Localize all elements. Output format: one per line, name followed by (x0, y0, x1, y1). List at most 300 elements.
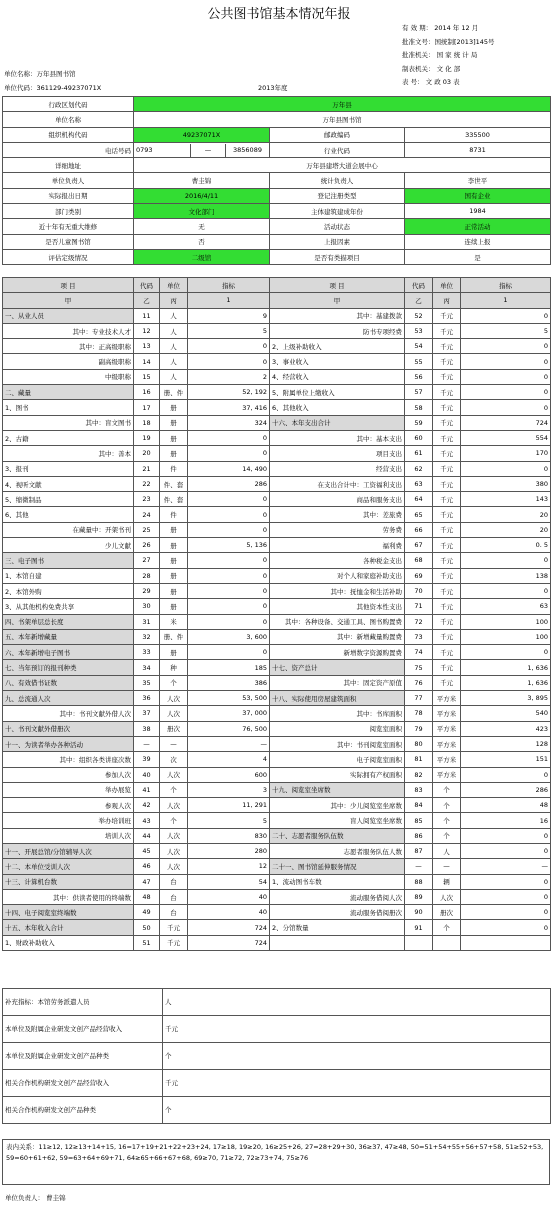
info-label: 上报因素 (270, 234, 405, 249)
item-name: 其中：书刊文献外借人次 (3, 706, 134, 721)
item-name: 在藏量中：开架书刊 (3, 522, 134, 537)
item-name: 二十一、图书馆延伸服务情况 (270, 859, 405, 874)
item-unit: 千元 (433, 385, 461, 400)
item-value: 0 (461, 767, 551, 782)
supplement-unit: 千元 (163, 1016, 551, 1043)
info-label: 单位名称 (3, 112, 134, 127)
item-name: 十、书刊文献外借册次 (3, 721, 134, 736)
item-value: 20 (461, 507, 551, 522)
item-code: 31 (134, 614, 160, 629)
item-code: 72 (405, 614, 433, 629)
item-code: 55 (405, 354, 433, 369)
item-unit: 册 (160, 553, 188, 568)
item-code: 67 (405, 538, 433, 553)
item-value: 0 (188, 599, 270, 614)
info-label: 是否有类描项目 (270, 249, 405, 264)
item-value: 16 (461, 813, 551, 828)
item-name: 一、从业人员 (3, 308, 134, 323)
item-value: 63 (461, 599, 551, 614)
item-value: 0 (461, 889, 551, 904)
table-row (3, 568, 551, 583)
item-value: 0 (188, 507, 270, 522)
item-code: 32 (134, 629, 160, 644)
column-header: 指标 (461, 278, 551, 293)
item-name: 2、本馆外购 (3, 583, 134, 598)
form-meta-line: 批准机关： 国 家 统 计 局 (402, 51, 478, 59)
item-name: 副高级职称 (3, 354, 134, 369)
supplement-row (3, 1016, 551, 1043)
form-meta-line: 有 效 期： 2014 年 12 月 (402, 24, 479, 32)
item-name: 5、缩微制品 (3, 492, 134, 507)
item-value: 0 (461, 553, 551, 568)
column-header: 甲 (3, 293, 134, 308)
item-name: 1、本馆自建 (3, 568, 134, 583)
item-unit: 千元 (433, 476, 461, 491)
item-unit: 辆 (433, 874, 461, 889)
item-code: 77 (405, 691, 433, 706)
column-header: 丙 (160, 293, 188, 308)
item-code: 86 (405, 828, 433, 843)
statistics-table (2, 277, 551, 951)
item-unit: 千元 (433, 629, 461, 644)
supplement-label: 相关合作机构研发文创产品经营收入 (3, 1070, 163, 1097)
item-unit: 千元 (433, 522, 461, 537)
item-name: 3、事业收入 (270, 354, 405, 369)
info-row (3, 234, 551, 249)
supplement-row (3, 1043, 551, 1070)
item-code: 27 (134, 553, 160, 568)
item-value: 386 (188, 675, 270, 690)
item-code: 15 (134, 369, 160, 384)
item-value: 12 (188, 859, 270, 874)
item-name: 3、报刊 (3, 461, 134, 476)
item-unit: 册、件 (160, 385, 188, 400)
info-label: 详细地址 (3, 158, 134, 173)
item-unit: 平方米 (433, 721, 461, 736)
info-value: 1984 (405, 204, 551, 219)
item-value: 48 (461, 798, 551, 813)
item-value: 185 (188, 660, 270, 675)
table-row (3, 461, 551, 476)
item-value: 0 (188, 614, 270, 629)
item-value: 0 (461, 369, 551, 384)
item-value: 5, 136 (188, 538, 270, 553)
item-name: 其中：差旅费 (270, 507, 405, 522)
item-value: 40 (188, 905, 270, 920)
item-name: 九、总流通人次 (3, 691, 134, 706)
item-name: 2、古籍 (3, 430, 134, 445)
item-unit: 千元 (433, 354, 461, 369)
item-code: 58 (405, 400, 433, 415)
item-code: 28 (134, 568, 160, 583)
phone-part: 3856089 (233, 146, 262, 155)
item-unit: 人 (160, 369, 188, 384)
supplement-label: 本单位及附属企业研发文创产品经营收入 (3, 1016, 163, 1043)
item-value (461, 935, 551, 950)
item-code: 49 (134, 905, 160, 920)
item-value: 0 (461, 583, 551, 598)
table-row (3, 415, 551, 430)
info-label: 统计负责人 (270, 173, 405, 188)
item-unit: 件、套 (160, 492, 188, 507)
item-code: 22 (134, 476, 160, 491)
item-value: 0 (188, 492, 270, 507)
item-name (270, 935, 405, 950)
item-unit: 人 (433, 843, 461, 858)
item-unit: 千元 (433, 538, 461, 553)
item-unit: 册 (160, 645, 188, 660)
phone-part: 0793 (134, 144, 191, 157)
item-unit: 个 (433, 920, 461, 935)
item-code: 62 (405, 461, 433, 476)
item-name: 流动服务借阅册次 (270, 905, 405, 920)
table-row (3, 339, 551, 354)
item-code: 53 (405, 323, 433, 338)
item-name: 其中：正高级职称 (3, 339, 134, 354)
item-code: — (134, 736, 160, 751)
table-row (3, 645, 551, 660)
table-row (3, 323, 551, 338)
item-code: 42 (134, 798, 160, 813)
table-row (3, 583, 551, 598)
item-unit: 平方米 (433, 706, 461, 721)
item-unit: 千元 (433, 415, 461, 430)
item-value: 540 (461, 706, 551, 721)
supplement-row (3, 1097, 551, 1124)
item-unit: 件 (160, 507, 188, 522)
item-code: 87 (405, 843, 433, 858)
item-value: 76, 500 (188, 721, 270, 736)
table-row (3, 522, 551, 537)
unit-name-label: 单位名称：万年县图书馆 (4, 70, 76, 78)
item-value: — (188, 736, 270, 751)
item-value: 0 (188, 583, 270, 598)
item-code: 69 (405, 568, 433, 583)
item-name: 4、视听文献 (3, 476, 134, 491)
info-row (3, 97, 551, 112)
item-code: 36 (134, 691, 160, 706)
item-code: 90 (405, 905, 433, 920)
table-row (3, 920, 551, 935)
item-code: 81 (405, 752, 433, 767)
item-code: 21 (134, 461, 160, 476)
item-code: 73 (405, 629, 433, 644)
item-value: 0 (461, 308, 551, 323)
item-unit: 件 (160, 461, 188, 476)
supplement-label: 本单位及附属企业研发文创产品种类 (3, 1043, 163, 1070)
unit-code-label: 单位代码：361129-49237071X (4, 84, 102, 92)
info-label: 是否儿童图书馆 (3, 234, 134, 249)
item-value: 0 (461, 874, 551, 889)
item-value: 0 (188, 645, 270, 660)
table-row (3, 507, 551, 522)
table-header-row (3, 293, 551, 308)
item-value: 37, 000 (188, 706, 270, 721)
form-meta-line: 批准文号：国统制[2013]145号 (402, 37, 495, 46)
item-code: 63 (405, 476, 433, 491)
item-code: 78 (405, 706, 433, 721)
table-row (3, 935, 551, 950)
item-unit: 人 (160, 308, 188, 323)
item-code: 47 (134, 874, 160, 889)
info-value: 国有企业 (405, 188, 551, 203)
item-code: 16 (134, 385, 160, 400)
column-header: 1 (188, 293, 270, 308)
item-code: 91 (405, 920, 433, 935)
table-row (3, 385, 551, 400)
item-name: 五、本年新增藏量 (3, 629, 134, 644)
item-name: 其中：抚恤金和生活补助 (270, 583, 405, 598)
item-code: 18 (134, 415, 160, 430)
column-header: 乙 (405, 293, 433, 308)
item-value: 0 (188, 446, 270, 461)
item-code: 51 (134, 935, 160, 950)
item-name: 项目支出 (270, 446, 405, 461)
column-header: 丙 (433, 293, 461, 308)
item-name: 经营支出 (270, 461, 405, 476)
item-unit: 个 (160, 813, 188, 828)
item-value: 5 (461, 323, 551, 338)
item-unit: 千元 (433, 507, 461, 522)
unit-head-signature: 单位负责人： 曹圭锦 (5, 1194, 66, 1202)
info-row (3, 127, 551, 142)
report-title: 公共图书馆基本情况年报 (207, 7, 351, 22)
item-unit: 人 (160, 339, 188, 354)
item-name: 十二、本单位受训人次 (3, 859, 134, 874)
item-name: 电子阅览室面积 (270, 752, 405, 767)
item-value: 554 (461, 430, 551, 445)
item-value: 830 (188, 828, 270, 843)
supplement-unit: 千元 (163, 1070, 551, 1097)
item-value: 3, 895 (461, 691, 551, 706)
item-name: 举办展览 (3, 782, 134, 797)
item-value: 2 (188, 369, 270, 384)
info-label: 登记注册类型 (270, 188, 405, 203)
item-code: 11 (134, 308, 160, 323)
item-code: 48 (134, 889, 160, 904)
item-value: 0 (188, 354, 270, 369)
info-label: 单位负责人 (3, 173, 134, 188)
item-code: 56 (405, 369, 433, 384)
table-row (3, 905, 551, 920)
item-unit: 平方米 (433, 767, 461, 782)
table-row (3, 400, 551, 415)
table-row (3, 798, 551, 813)
item-unit: 人次 (160, 691, 188, 706)
table-row (3, 629, 551, 644)
item-value: 0 (461, 400, 551, 415)
item-value: 4 (188, 752, 270, 767)
form-meta-block (402, 24, 552, 92)
item-unit: 平方米 (433, 691, 461, 706)
item-name: 新增数字资源购置费 (270, 645, 405, 660)
item-value: 53, 500 (188, 691, 270, 706)
table-row (3, 782, 551, 797)
item-name: 二、藏量 (3, 385, 134, 400)
item-code: 83 (405, 782, 433, 797)
item-name: 其中：善本 (3, 446, 134, 461)
phone-number-cell (134, 142, 270, 157)
item-unit: 千元 (433, 645, 461, 660)
item-value: 600 (188, 767, 270, 782)
item-name: 少儿文献 (3, 538, 134, 553)
item-unit: 人次 (160, 798, 188, 813)
item-unit: 千元 (433, 446, 461, 461)
item-name: 六、本年新增电子图书 (3, 645, 134, 660)
item-code: 46 (134, 859, 160, 874)
item-value: 100 (461, 614, 551, 629)
item-unit: 千元 (433, 568, 461, 583)
item-code: 85 (405, 813, 433, 828)
item-code: 12 (134, 323, 160, 338)
table-row (3, 874, 551, 889)
item-unit: 个 (433, 813, 461, 828)
info-row (3, 112, 551, 127)
info-value: 万年县建塔大道会展中心 (134, 158, 551, 173)
column-header: 项 目 (3, 278, 134, 293)
table-row (3, 691, 551, 706)
table-row (3, 706, 551, 721)
item-unit: 次 (160, 752, 188, 767)
item-value: 11, 291 (188, 798, 270, 813)
item-value: 9 (188, 308, 270, 323)
table-row (3, 599, 551, 614)
item-unit: 千元 (433, 323, 461, 338)
item-unit: 千元 (433, 430, 461, 445)
item-unit: 千元 (433, 339, 461, 354)
item-unit: 台 (160, 889, 188, 904)
table-row (3, 538, 551, 553)
item-name: 十三、计算机台数 (3, 874, 134, 889)
item-name: 1、流动图书车数 (270, 874, 405, 889)
item-code: 26 (134, 538, 160, 553)
item-name: 其中：书刊阅览室面积 (270, 736, 405, 751)
item-unit: 人 (160, 323, 188, 338)
item-code: 70 (405, 583, 433, 598)
table-row (3, 308, 551, 323)
item-value: 0 (188, 339, 270, 354)
item-code: 33 (134, 645, 160, 660)
item-value: 128 (461, 736, 551, 751)
item-unit: 个 (433, 828, 461, 843)
item-name: 2、上级补助收入 (270, 339, 405, 354)
item-value: 170 (461, 446, 551, 461)
column-header: 单位 (433, 278, 461, 293)
item-name: 其中：书库面积 (270, 706, 405, 721)
supplement-unit: 人 (163, 989, 551, 1016)
item-unit: 册次 (433, 905, 461, 920)
supplement-row (3, 989, 551, 1016)
item-name: 二十、志愿者服务队伍数 (270, 828, 405, 843)
info-label: 近十年有无重大维修 (3, 219, 134, 234)
info-value: 49237071X (134, 127, 270, 142)
item-unit: 人次 (160, 706, 188, 721)
item-unit: 人次 (160, 828, 188, 843)
item-unit: 千元 (433, 599, 461, 614)
item-code: 76 (405, 675, 433, 690)
table-row (3, 476, 551, 491)
item-value: 280 (188, 843, 270, 858)
item-unit: 人 (160, 354, 188, 369)
item-unit: 人次 (433, 889, 461, 904)
item-value: 3 (188, 782, 270, 797)
column-header: 指标 (188, 278, 270, 293)
item-unit: 平方米 (433, 736, 461, 751)
info-value: 万年县 (134, 97, 551, 112)
item-name: 其中：各种设备、交通工具、图书购置费 (270, 614, 405, 629)
item-unit: 册 (160, 522, 188, 537)
table-relations-note: 表内关系：11≥12, 12≥13+14+15, 16=17+19+21+22+23+24, 17≥18, 19≥20, 16≥25+26, 27=28+29+30, 36≥37, 47≥48, 50=51+54+55+56+57+58, 51≥52+53, 59=60+61+62, 59=63+64+69+71, 64≥65+66+67+68, 69≥70, 71≥72, 72≥73+74, 75≥76 (2, 1139, 550, 1185)
item-name: 各种税金支出 (270, 553, 405, 568)
table-row (3, 859, 551, 874)
item-value: 138 (461, 568, 551, 583)
column-header: 乙 (134, 293, 160, 308)
item-value: 0 (461, 920, 551, 935)
info-value: 连续上报 (405, 234, 551, 249)
item-unit: 件、套 (160, 476, 188, 491)
item-value: 0 (461, 385, 551, 400)
item-unit: 册次 (160, 721, 188, 736)
item-unit: 册、件 (160, 629, 188, 644)
item-code: 23 (134, 492, 160, 507)
basic-info-table (2, 96, 551, 265)
item-name: 七、当年预订的报刊种类 (3, 660, 134, 675)
item-value: 0 (188, 430, 270, 445)
item-code: 25 (134, 522, 160, 537)
item-name: 5、附属单位上缴收入 (270, 385, 405, 400)
info-label: 组织机构代码 (3, 127, 134, 142)
item-value: 286 (461, 782, 551, 797)
item-code: 71 (405, 599, 433, 614)
item-code: 74 (405, 645, 433, 660)
item-name: 其中：基建拨款 (270, 308, 405, 323)
supplement-unit: 个 (163, 1097, 551, 1124)
item-unit: 个 (160, 782, 188, 797)
item-value: 5 (188, 813, 270, 828)
item-name: 中级职称 (3, 369, 134, 384)
item-name: 1、财政补助收入 (3, 935, 134, 950)
form-meta-line: 制表机关： 文 化 部 (402, 64, 461, 73)
item-value: — (461, 859, 551, 874)
table-row (3, 430, 551, 445)
table-row (3, 843, 551, 858)
item-unit: 千元 (160, 920, 188, 935)
item-name: 在支出合计中：工资福利支出 (270, 476, 405, 491)
item-value: 54 (188, 874, 270, 889)
item-value: 724 (461, 415, 551, 430)
item-value: 0 (461, 461, 551, 476)
item-code: 29 (134, 583, 160, 598)
item-code: 39 (134, 752, 160, 767)
item-name: 十八、实际使用房屋建筑面积 (270, 691, 405, 706)
column-header: 1 (461, 293, 551, 308)
info-label: 实际报出日期 (3, 188, 134, 203)
item-unit: 千元 (433, 461, 461, 476)
item-code: 68 (405, 553, 433, 568)
item-value: 3, 600 (188, 629, 270, 644)
item-name: 防书专项经费 (270, 323, 405, 338)
table-row (3, 889, 551, 904)
item-name: 三、电子图书 (3, 553, 134, 568)
item-code: 40 (134, 767, 160, 782)
table-row (3, 828, 551, 843)
table-row (3, 675, 551, 690)
table-row (3, 767, 551, 782)
info-row (3, 188, 551, 203)
item-name: 1、图书 (3, 400, 134, 415)
item-code: 82 (405, 767, 433, 782)
info-label: 邮政编码 (270, 127, 405, 142)
